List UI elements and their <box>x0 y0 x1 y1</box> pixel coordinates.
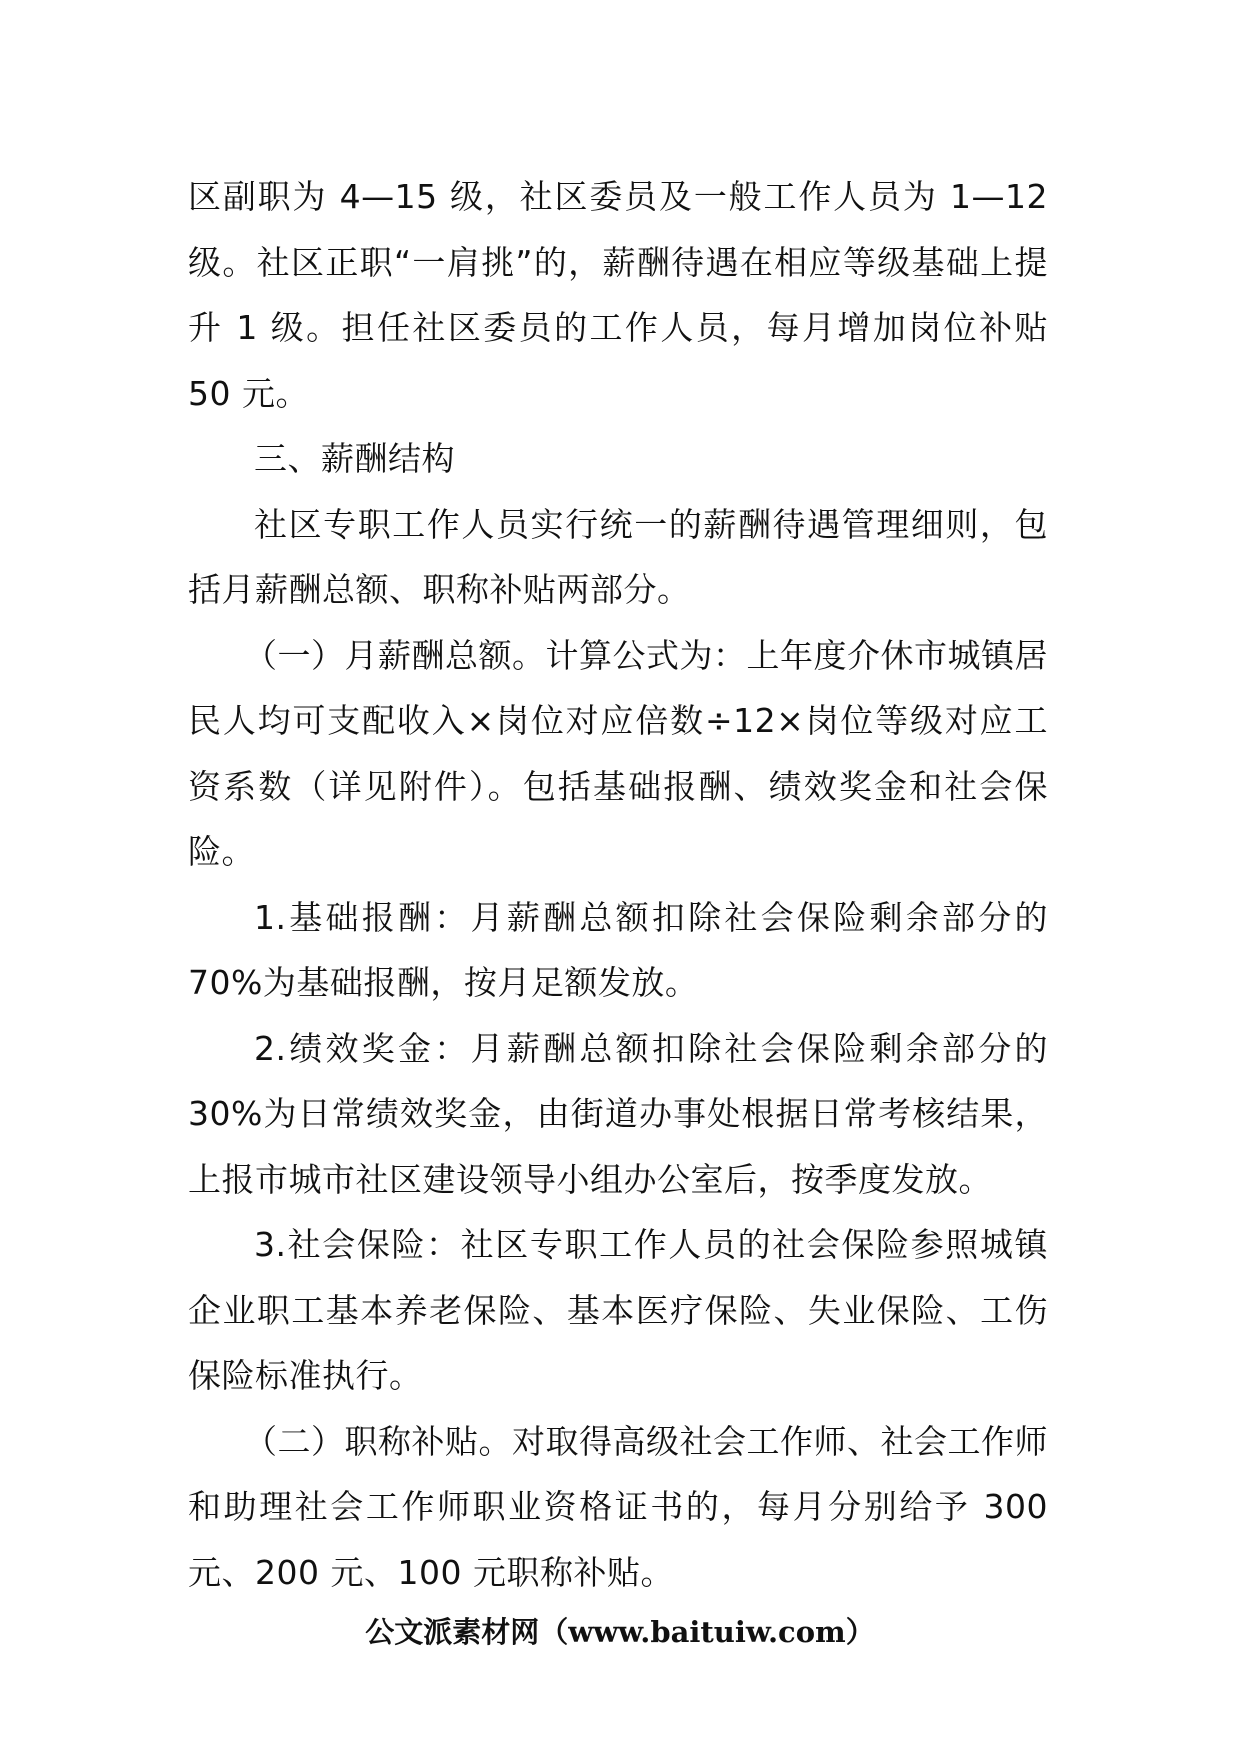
paragraph-basic-pay: 1.基础报酬：月薪酬总额扣除社会保险剩余部分的 70%为基础报酬，按月足额发放。 <box>188 897 1048 1002</box>
paragraph-social-insurance: 3.社会保险：社区专职工作人员的社会保险参照城镇企业职工基本养老保险、基本医疗保险、失业保险、工伤保险标准执行。 <box>188 1225 1048 1395</box>
paragraph-performance-bonus: 2.绩效奖金：月薪酬总额扣除社会保险剩余部分的 30%为日常绩效奖金，由街道办事处根据日常考核结果，上报市城市社区建设领导小组办公室后，按季度发放。 <box>188 1028 1048 1199</box>
paragraph-title-subsidy: （二）职称补贴。对取得高级社会工作师、社会工作师和助理社会工作师职业资格证书的，每月分别给予 300 元、200 元、100 元职称补贴。 <box>188 1421 1048 1592</box>
section-heading-salary-structure: 三、薪酬结构 <box>254 439 455 478</box>
footer-watermark: 公文派素材网（www.baituiw.com） <box>365 1615 875 1649</box>
paragraph-monthly-salary-total: （一）月薪酬总额。计算公式为：上年度介休市城镇居民人均可支配收入×岗位对应倍数÷12×岗位等级对应工资系数（详见附件）。包括基础报酬、绩效奖金和社会保险。 <box>188 635 1048 871</box>
paragraph-salary-overview: 社区专职工作人员实行统一的薪酬待遇管理细则，包括月薪酬总额、职称补贴两部分。 <box>188 504 1048 609</box>
paragraph-grade-levels: 区副职为 4—15 级，社区委员及一般工作人员为 1—12 级。社区正职“一肩挑”的，薪酬待遇在相应等级基础上提升 1 级。担任社区委员的工作人员，每月增加岗位补贴 50 元。 <box>188 177 1048 413</box>
document-body <box>188 164 1048 1605</box>
